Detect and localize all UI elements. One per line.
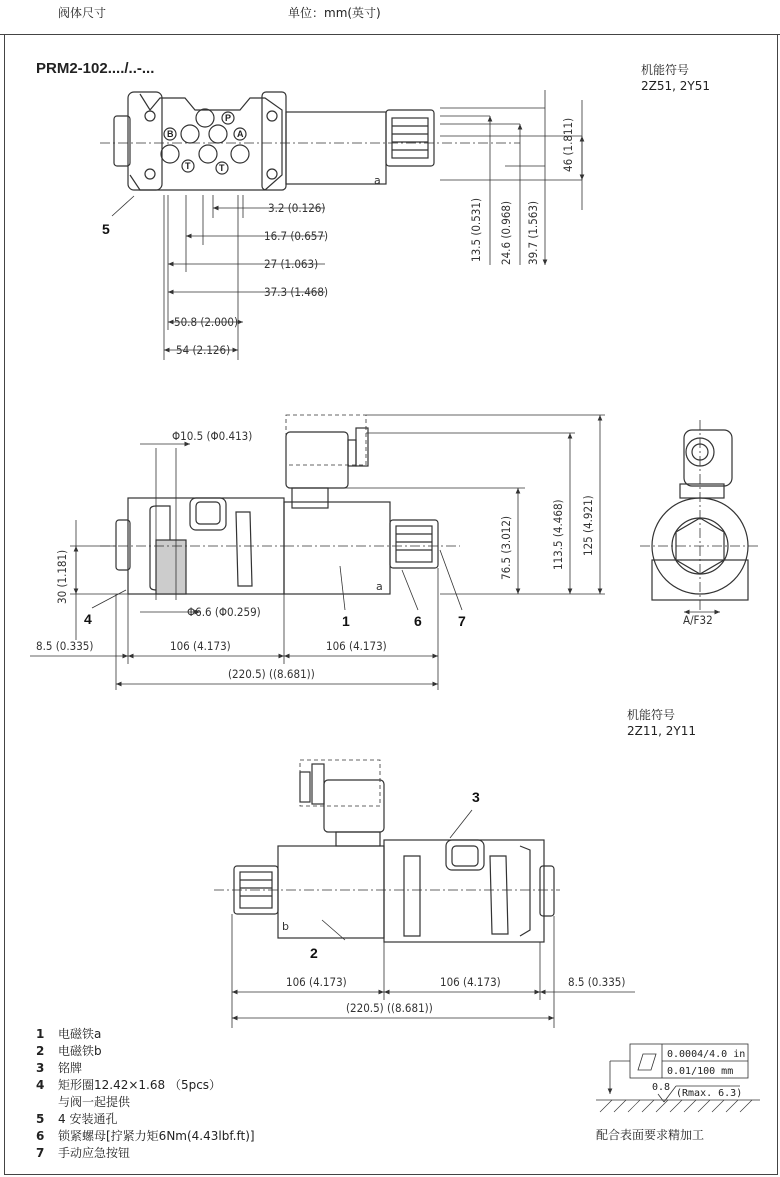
tol-row1: 0.0004/4.0 in: [667, 1049, 746, 1060]
dim-total-bottom: (220.5) ((8.681)): [346, 1001, 433, 1015]
callout-3: 3: [472, 789, 480, 805]
callout-4: 4: [84, 611, 92, 627]
dim-27: 27 (1.063): [264, 257, 319, 271]
legend-text: 矩形圈12.42×1.68 （5pcs）: [58, 1078, 222, 1092]
tol-rmax: (Rmax. 6.3): [676, 1088, 743, 1099]
side-view-valve: [100, 415, 460, 594]
symbol-bottom-label: 机能符号: [627, 708, 676, 722]
end-view-valve: [640, 420, 760, 612]
legend-text: 4 安装通孔: [58, 1112, 118, 1126]
dim-125: 125 (4.921): [581, 495, 595, 556]
legend-num: 7: [36, 1146, 45, 1160]
legend-text: 电磁铁b: [58, 1044, 102, 1058]
legend-num: [36, 1094, 58, 1111]
legend-item: [36, 1060, 255, 1077]
dim-8-5-right: 8.5 (0.335): [568, 975, 626, 989]
legend-num: 3: [36, 1061, 45, 1075]
port-t1: T: [185, 161, 191, 171]
dim-30: 30 (1.181): [55, 549, 69, 604]
dimension-texts: [36, 118, 713, 1015]
dim-113-5: 113.5 (4.468): [551, 499, 565, 570]
header-title: 阀体尺寸: [58, 6, 107, 20]
dim-46: 46 (1.811): [561, 117, 575, 172]
legend-num: 2: [36, 1044, 45, 1058]
symbol-bottom-codes: 2Z11, 2Y11: [627, 724, 696, 738]
dim-37-3: 37.3 (1.468): [264, 285, 328, 299]
tol-rough: 0.8: [652, 1082, 671, 1093]
port-t2: T: [219, 163, 225, 173]
legend-num: 4: [36, 1078, 45, 1092]
legend-text: 手动应急按钮: [58, 1146, 131, 1160]
finish-note: 配合表面要求精加工: [596, 1128, 705, 1142]
legend-text: 与阀一起提供: [58, 1095, 131, 1109]
model-title: PRM2-102..../..-...: [36, 60, 155, 77]
legend-num: 1: [36, 1027, 45, 1041]
callout-1: 1: [342, 613, 350, 629]
legend-item: [36, 1026, 255, 1043]
symbol-top-codes: 2Z51, 2Y51: [641, 79, 710, 93]
tol-row2: 0.01/100 mm: [667, 1066, 734, 1077]
dim-16-7: 16.7 (0.657): [264, 229, 328, 243]
mark-a-side: a: [376, 580, 383, 593]
mark-a-top: a: [374, 174, 381, 187]
dim-106-d: 106 (4.173): [440, 975, 501, 989]
dim-af32: A/F32: [683, 613, 713, 627]
dim-bore: Φ10.5 (Φ0.413): [172, 429, 253, 443]
port-a: A: [237, 129, 244, 139]
bottom-view-dimension-lines: [232, 810, 635, 1028]
legend-item: [36, 1128, 255, 1145]
dim-106-c: 106 (4.173): [286, 975, 347, 989]
callout-7: 7: [458, 613, 466, 629]
dim-24-6: 24.6 (0.968): [499, 201, 513, 265]
dim-76-5: 76.5 (3.012): [499, 516, 513, 580]
dim-13-5: 13.5 (0.531): [469, 198, 483, 262]
legend-item: [36, 1111, 255, 1128]
legend-num: 5: [36, 1112, 45, 1126]
hatch: [600, 1100, 752, 1112]
legend-item: [36, 1077, 255, 1094]
legend-num: 6: [36, 1129, 45, 1143]
tolerance-text: [652, 1049, 745, 1099]
dim-39-7: 39.7 (1.563): [526, 201, 540, 265]
callouts: [84, 221, 480, 961]
mark-b-bottom: b: [282, 920, 289, 933]
legend-text: 电磁铁a: [58, 1027, 102, 1041]
port-b: B: [167, 129, 174, 139]
legend-item: [36, 1094, 255, 1111]
callout-5: 5: [102, 221, 110, 237]
callout-6: 6: [414, 613, 422, 629]
dim-hole: Φ6.6 (Φ0.259): [187, 605, 261, 619]
legend-item: [36, 1145, 255, 1162]
dim-8-5-left: 8.5 (0.335): [36, 639, 94, 653]
dim-total-side: (220.5) ((8.681)): [228, 667, 315, 681]
header-units: 单位：mm(英寸): [288, 6, 381, 20]
top-view-valve: [100, 92, 582, 190]
dim-106-b: 106 (4.173): [326, 639, 387, 653]
legend-text: 铭牌: [58, 1061, 83, 1075]
dim-50-8: 50.8 (2.000): [174, 315, 238, 329]
callout-2: 2: [310, 945, 318, 961]
dim-3-2: 3.2 (0.126): [268, 201, 326, 215]
port-p: P: [225, 113, 232, 123]
legend-text: 锁紧螺母[拧紧力矩6Nm(4.43lbf.ft)]: [58, 1129, 255, 1143]
dim-106-a: 106 (4.173): [170, 639, 231, 653]
legend-item: [36, 1043, 255, 1060]
symbol-top-label: 机能符号: [641, 63, 690, 77]
dim-54: 54 (2.126): [176, 343, 231, 357]
bottom-view-valve: [214, 760, 560, 942]
legend: [36, 1026, 255, 1162]
